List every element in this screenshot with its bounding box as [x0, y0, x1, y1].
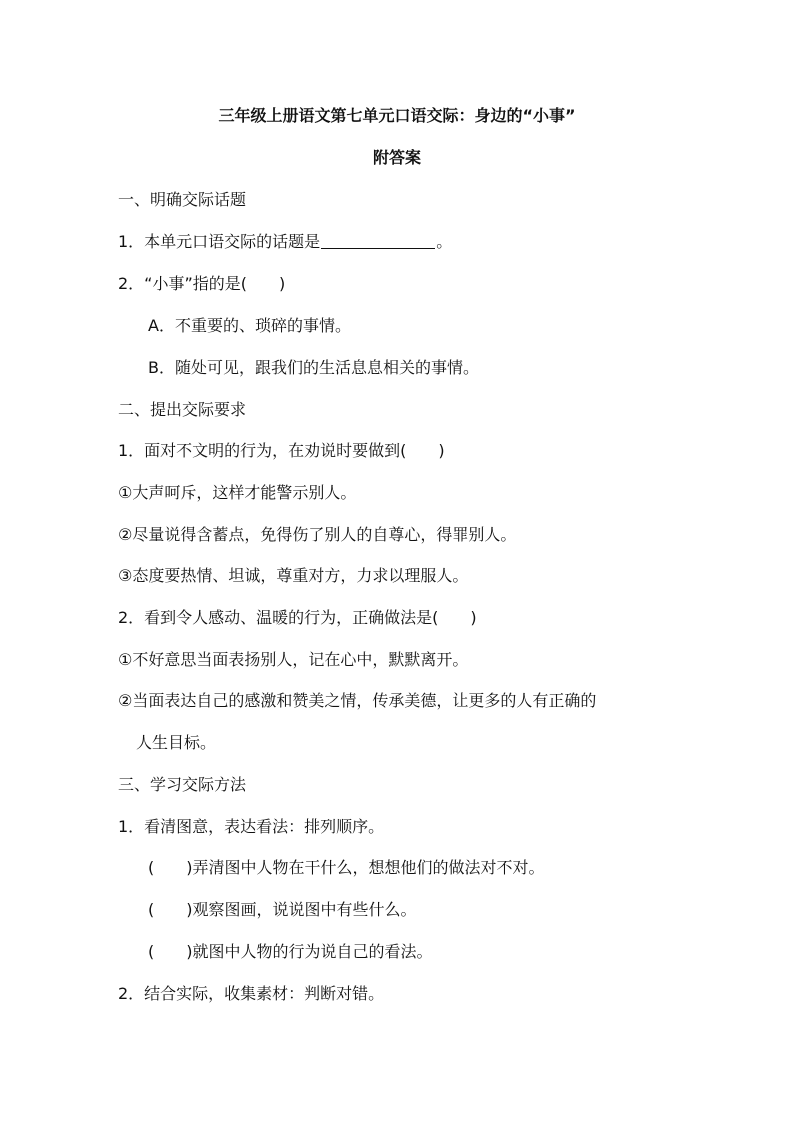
answer-blank[interactable]	[321, 232, 435, 249]
question-3-1: 1．看清图意，表达看法：排列顺序。	[118, 817, 385, 836]
document-title: 三年级上册语文第七单元口语交际：身边的“小事”	[218, 106, 576, 125]
option-2-1-1: ①大声呵斥，这样才能警示别人。	[118, 483, 357, 502]
option-2-2-1: ①不好意思当面表扬别人，记在心中，默默离开。	[118, 650, 469, 669]
section-heading-3: 三、学习交际方法	[118, 775, 247, 794]
question-3-2: 2．结合实际，收集素材：判断对错。	[118, 984, 385, 1003]
order-item-3: ( )就图中人物的行为说自己的看法。	[148, 942, 433, 961]
order-item-2: ( )观察图画，说说图中有些什么。	[148, 900, 417, 919]
order-item-1: ( )弄清图中人物在干什么，想想他们的做法对不对。	[148, 858, 545, 877]
option-b: B．随处可见，跟我们的生活息息相关的事情。	[148, 358, 479, 377]
option-a: A．不重要的、琐碎的事情。	[148, 316, 351, 335]
option-2-2-2: ②当面表达自己的感激和赞美之情，传承美德，让更多的人有正确的	[118, 691, 597, 710]
section-heading-1: 一、明确交际话题	[118, 190, 247, 209]
question-1-1-prefix: 1．本单元口语交际的话题是	[118, 232, 321, 251]
document-subtitle: 附答案	[372, 148, 421, 167]
section-heading-2: 二、提出交际要求	[118, 400, 247, 419]
question-2-2: 2．看到令人感动、温暖的行为，正确做法是( )	[118, 608, 477, 627]
option-2-2-2-continued: 人生目标。	[136, 733, 217, 752]
option-2-1-3: ③态度要热情、坦诚，尊重对方，力求以理服人。	[118, 566, 469, 585]
option-2-1-2: ②尽量说得含蓄点，免得伤了别人的自尊心，得罪别人。	[118, 525, 517, 544]
question-1-2: 2．“小事”指的是( )	[118, 274, 286, 293]
question-1-1	[118, 232, 452, 252]
question-2-1: 1．面对不文明的行为，在劝说时要做到( )	[118, 441, 445, 460]
question-1-1-suffix: 。	[436, 232, 453, 251]
